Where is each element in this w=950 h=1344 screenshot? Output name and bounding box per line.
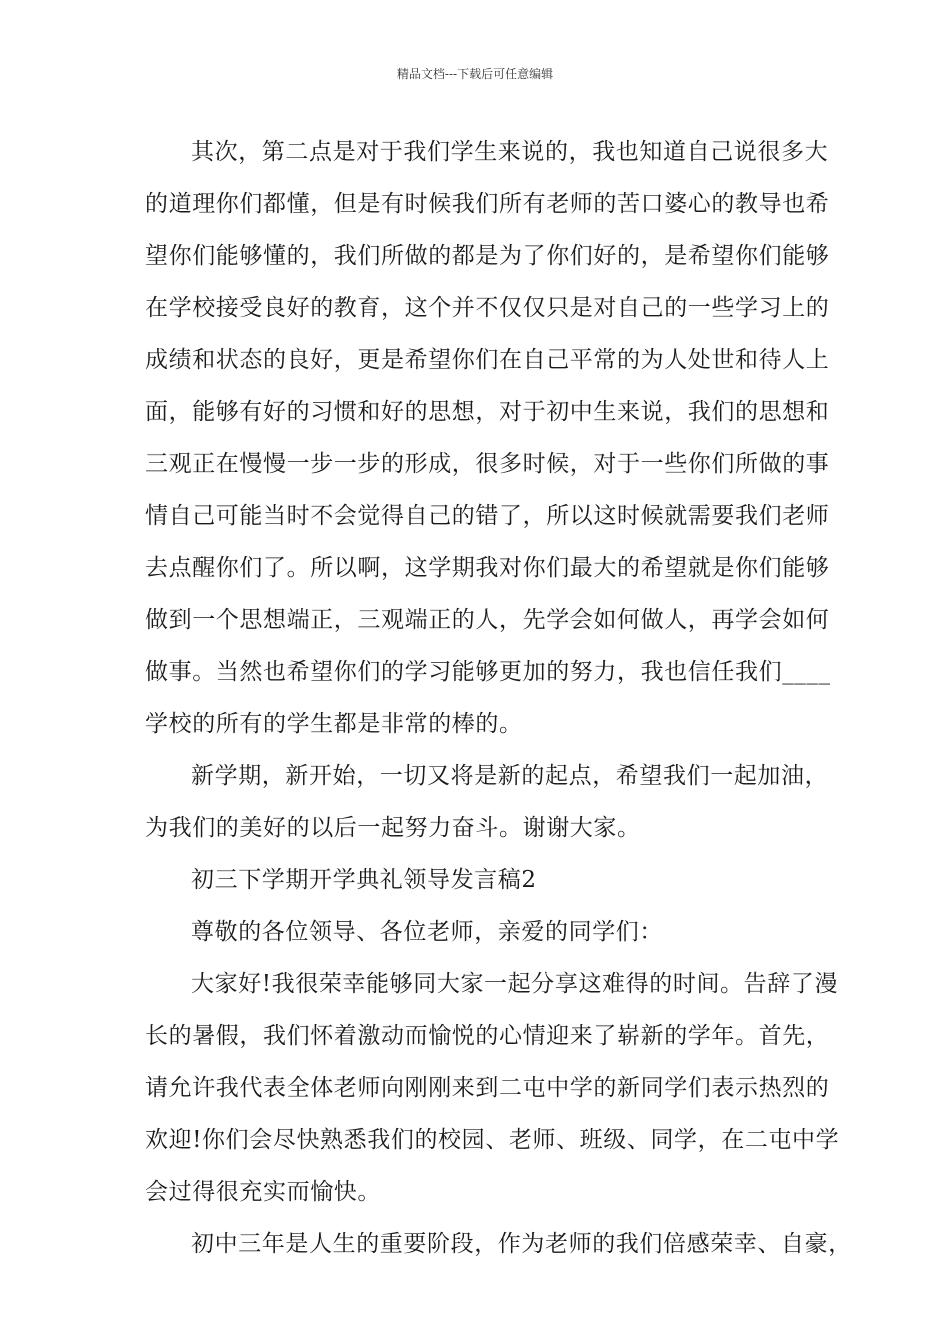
text-line: 请允许我代表全体老师向刚刚来到二屯中学的新同学们表示热烈的 xyxy=(145,1075,830,1101)
text-line: 为我们的美好的以后一起努力奋斗。谢谢大家。 xyxy=(145,815,641,841)
text-line: 成绩和状态的良好，更是希望你们在自己平常的为人处世和待人上 xyxy=(145,347,830,373)
text-line: 尊敬的各位领导、各位老师，亲爱的同学们： xyxy=(191,919,663,945)
text-line: 做事。当然也希望你们的学习能够更加的努力，我也信任我们____ xyxy=(145,659,831,685)
text-line: 的道理你们都懂，但是有时候我们所有老师的苦口婆心的教导也希 xyxy=(145,191,830,217)
text-line: 学校的所有的学生都是非常的棒的。 xyxy=(145,711,523,737)
text-line: 大家好!我很荣幸能够同大家一起分享这难得的时间。告辞了漫 xyxy=(191,971,839,997)
page-header: 精品文档---下载后可任意编辑 xyxy=(396,67,554,81)
text-line: 做到一个思想端正，三观端正的人，先学会如何做人，再学会如何 xyxy=(145,607,830,633)
text-line: 其次，第二点是对于我们学生来说的，我也知道自己说很多大 xyxy=(191,139,829,165)
text-line: 望你们能够懂的，我们所做的都是为了你们好的，是希望你们能够 xyxy=(145,243,830,269)
document-body xyxy=(145,131,852,1275)
text-line: 情自己可能当时不会觉得自己的错了，所以这时候就需要我们老师 xyxy=(145,503,830,529)
text-line: 欢迎!你们会尽快熟悉我们的校园、老师、班级、同学，在二屯中学 xyxy=(145,1127,840,1153)
text-line: 在学校接受良好的教育，这个并不仅仅只是对自己的一些学习上的 xyxy=(145,295,830,321)
text-line: 初三下学期开学典礼领导发言稿2 xyxy=(191,867,537,893)
text-line: 去点醒你们了。所以啊，这学期我对你们最大的希望就是你们能够 xyxy=(145,555,830,581)
text-line: 会过得很充实而愉快。 xyxy=(145,1179,381,1205)
text-line: 新学期，新开始，一切又将是新的起点，希望我们一起加油， xyxy=(191,763,829,789)
text-line: 长的暑假，我们怀着激动而愉悦的心情迎来了崭新的学年。首先， xyxy=(145,1023,830,1049)
text-line: 初中三年是人生的重要阶段，作为老师的我们倍感荣幸、自豪， xyxy=(191,1231,852,1257)
text-line: 面，能够有好的习惯和好的思想，对于初中生来说，我们的思想和 xyxy=(145,399,830,425)
text-line: 三观正在慢慢一步一步的形成，很多时候，对于一些你们所做的事 xyxy=(145,451,830,477)
